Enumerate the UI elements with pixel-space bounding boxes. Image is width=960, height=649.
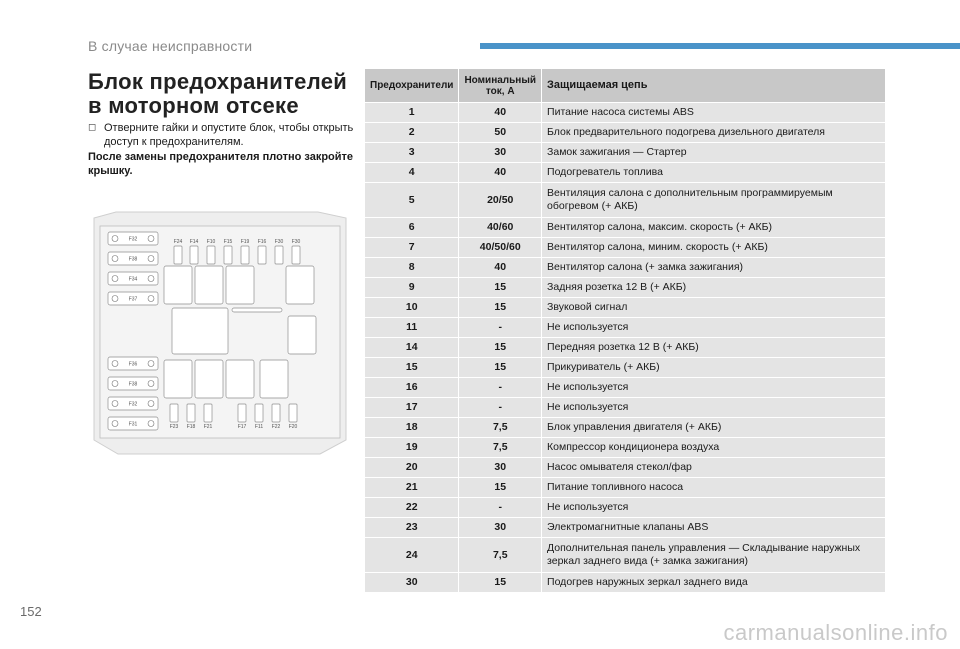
cell-circuit: Подогреватель топлива <box>542 163 886 183</box>
table-row <box>365 418 886 438</box>
cell-rating: 15 <box>459 478 542 498</box>
fuse-slot <box>108 292 158 305</box>
table-row <box>365 518 886 538</box>
mini-fuse <box>207 239 216 264</box>
cell-circuit: Подогрев наружных зеркал заднего вида <box>542 573 886 593</box>
cell-rating: 30 <box>459 458 542 478</box>
table-row <box>365 143 886 163</box>
fuse-slot-label: F38 <box>128 256 138 263</box>
table-row <box>365 218 886 238</box>
cell-circuit: Вентиляция салона с дополнительным программируемым обогревом (+ АКБ) <box>542 183 886 218</box>
relay-block <box>232 308 282 312</box>
mini-fuse-label: F16 <box>257 239 267 245</box>
fuse-slot <box>108 397 158 410</box>
cell-rating: 40 <box>459 258 542 278</box>
cell-fuse: 3 <box>365 143 459 163</box>
table-row <box>365 183 886 218</box>
header-rating: Номинальный ток, А <box>459 69 542 103</box>
cell-rating: 7,5 <box>459 438 542 458</box>
cell-fuse: 4 <box>365 163 459 183</box>
cell-circuit: Прикуриватель (+ АКБ) <box>542 358 886 378</box>
mini-fuse-label: F30 <box>291 239 301 245</box>
mini-fuse <box>272 404 281 430</box>
fuse-slot <box>108 272 158 285</box>
header-fuse: Предохранители <box>365 69 459 103</box>
cell-fuse: 9 <box>365 278 459 298</box>
cell-fuse: 7 <box>365 238 459 258</box>
cell-rating: 15 <box>459 338 542 358</box>
cell-circuit: Компрессор кондиционера воздуха <box>542 438 886 458</box>
cell-rating: - <box>459 378 542 398</box>
fuse-slot <box>108 377 158 390</box>
cell-circuit: Задняя розетка 12 В (+ АКБ) <box>542 278 886 298</box>
cell-fuse: 19 <box>365 438 459 458</box>
table-row <box>365 123 886 143</box>
mini-fuse-label: F15 <box>223 239 233 245</box>
table-row <box>365 498 886 518</box>
cell-circuit: Блок предварительного подогрева дизельного двигателя <box>542 123 886 143</box>
cell-circuit: Дополнительная панель управления — Складывание наружных зеркал заднего вида (+ замка зажигания) <box>542 538 886 573</box>
cell-circuit: Электромагнитные клапаны ABS <box>542 518 886 538</box>
cell-rating: - <box>459 498 542 518</box>
mini-fuse <box>255 404 263 430</box>
relay-block <box>164 360 192 398</box>
page-number: 152 <box>20 604 42 619</box>
cell-circuit: Передняя розетка 12 В (+ АКБ) <box>542 338 886 358</box>
cell-fuse: 15 <box>365 358 459 378</box>
mini-fuse-label: F22 <box>271 424 281 430</box>
cell-rating: 40 <box>459 163 542 183</box>
fuse-slot-label: F32 <box>128 401 138 408</box>
fuse-slot <box>108 252 158 265</box>
cell-rating: 7,5 <box>459 418 542 438</box>
fuse-slot <box>108 357 158 370</box>
fuse-slot-label: F36 <box>128 361 138 368</box>
mini-fuse-label: F21 <box>203 424 213 430</box>
cell-circuit: Питание топливного насоса <box>542 478 886 498</box>
cell-rating: 50 <box>459 123 542 143</box>
fusebox-diagram <box>88 208 352 458</box>
mini-fuse <box>238 404 247 430</box>
cell-fuse: 21 <box>365 478 459 498</box>
table-row <box>365 378 886 398</box>
page-title: Блок предохранителей в моторном отсеке <box>88 69 348 118</box>
mini-fuse <box>174 239 183 264</box>
cell-fuse: 2 <box>365 123 459 143</box>
cell-fuse: 30 <box>365 573 459 593</box>
fuse-slot-label: F34 <box>128 276 138 283</box>
cell-circuit: Не используется <box>542 318 886 338</box>
mini-fuse-label: F23 <box>169 424 179 430</box>
header-rule <box>480 43 960 49</box>
mini-fuse-label: F24 <box>173 239 183 245</box>
fuse-slot <box>108 417 158 430</box>
cell-rating: - <box>459 318 542 338</box>
relay-block <box>288 316 316 354</box>
table-row <box>365 538 886 573</box>
cell-fuse: 17 <box>365 398 459 418</box>
table-row <box>365 238 886 258</box>
table-row <box>365 258 886 278</box>
cell-rating: 30 <box>459 518 542 538</box>
table-row <box>365 163 886 183</box>
mini-fuse <box>190 239 199 264</box>
mini-fuse-label: F17 <box>237 424 247 430</box>
fuse-slot-label: F32 <box>128 236 138 243</box>
table-header-row <box>365 69 886 103</box>
cell-circuit: Вентилятор салона (+ замка зажигания) <box>542 258 886 278</box>
cell-rating: 20/50 <box>459 183 542 218</box>
cell-rating: 40 <box>459 103 542 123</box>
cell-circuit: Блок управления двигателя (+ АКБ) <box>542 418 886 438</box>
mini-fuse <box>224 239 233 264</box>
mini-fuse <box>275 239 284 264</box>
cell-rating: 7,5 <box>459 538 542 573</box>
wrench-icon: ◻ <box>88 122 97 133</box>
cell-rating: 15 <box>459 358 542 378</box>
mini-fuse-label: F18 <box>186 424 196 430</box>
table-row <box>365 358 886 378</box>
cell-circuit: Вентилятор салона, миним. скорость (+ АКБ) <box>542 238 886 258</box>
mini-fuse-label: F11 <box>254 424 264 430</box>
cell-fuse: 24 <box>365 538 459 573</box>
cell-fuse: 14 <box>365 338 459 358</box>
relay-block <box>172 308 228 354</box>
cell-rating: 40/60 <box>459 218 542 238</box>
fuse-slot-label: F38 <box>128 381 138 388</box>
cell-circuit: Питание насоса системы ABS <box>542 103 886 123</box>
cell-rating: 15 <box>459 278 542 298</box>
table-row <box>365 398 886 418</box>
cell-circuit: Звуковой сигнал <box>542 298 886 318</box>
cell-rating: 30 <box>459 143 542 163</box>
cell-fuse: 10 <box>365 298 459 318</box>
table-row <box>365 458 886 478</box>
relay-block <box>226 266 254 304</box>
table-row <box>365 338 886 358</box>
mini-fuse <box>289 404 298 430</box>
mini-fuse-label: F10 <box>206 239 216 245</box>
header-circuit: Защищаемая цепь <box>542 69 886 103</box>
cell-fuse: 11 <box>365 318 459 338</box>
instruction-step <box>88 121 356 149</box>
mini-fuse-label: F19 <box>240 239 250 245</box>
cell-fuse: 18 <box>365 418 459 438</box>
cell-fuse: 20 <box>365 458 459 478</box>
relay-block <box>226 360 254 398</box>
mini-fuse <box>187 404 196 430</box>
cell-circuit: Замок зажигания — Стартер <box>542 143 886 163</box>
instructions <box>88 121 356 178</box>
cell-fuse: 23 <box>365 518 459 538</box>
watermark: carmanualsonline.info <box>723 620 948 645</box>
cell-rating: - <box>459 398 542 418</box>
mini-fuse <box>170 404 179 430</box>
mini-fuse <box>292 239 301 264</box>
mini-fuse <box>204 404 213 430</box>
section-header: В случае неисправности <box>88 38 253 54</box>
cell-circuit: Не используется <box>542 398 886 418</box>
cell-rating: 15 <box>459 573 542 593</box>
relay-block <box>260 360 288 398</box>
instruction-warning: После замены предохранителя плотно закройте крышку. <box>88 151 354 177</box>
cell-rating: 15 <box>459 298 542 318</box>
mini-fuse <box>258 239 267 264</box>
mini-fuse-label: F20 <box>288 424 298 430</box>
cell-circuit: Насос омывателя стекол/фар <box>542 458 886 478</box>
cell-circuit: Не используется <box>542 498 886 518</box>
table-row <box>365 278 886 298</box>
relay-block <box>195 266 223 304</box>
cell-fuse: 6 <box>365 218 459 238</box>
cell-fuse: 5 <box>365 183 459 218</box>
fuse-slot <box>108 232 158 245</box>
cell-fuse: 22 <box>365 498 459 518</box>
mini-fuse-label: F30 <box>274 239 284 245</box>
fuse-table <box>364 68 886 593</box>
table-row <box>365 103 886 123</box>
relay-block <box>164 266 192 304</box>
table-row <box>365 438 886 458</box>
cell-fuse: 1 <box>365 103 459 123</box>
cell-fuse: 16 <box>365 378 459 398</box>
table-row <box>365 298 886 318</box>
cell-fuse: 8 <box>365 258 459 278</box>
mini-fuse-label: F14 <box>189 239 199 245</box>
table-row <box>365 573 886 593</box>
instruction-step-text: Отверните гайки и опустите блок, чтобы открыть доступ к предохранителям. <box>104 122 354 148</box>
cell-circuit: Вентилятор салона, максим. скорость (+ АКБ) <box>542 218 886 238</box>
table-row <box>365 478 886 498</box>
relay-block <box>195 360 223 398</box>
cell-circuit: Не используется <box>542 378 886 398</box>
mini-fuse <box>241 239 250 264</box>
relay-block <box>286 266 314 304</box>
fuse-slot-label: F31 <box>128 421 138 428</box>
table-row <box>365 318 886 338</box>
fuse-slot-label: F37 <box>128 296 138 303</box>
cell-rating: 40/50/60 <box>459 238 542 258</box>
